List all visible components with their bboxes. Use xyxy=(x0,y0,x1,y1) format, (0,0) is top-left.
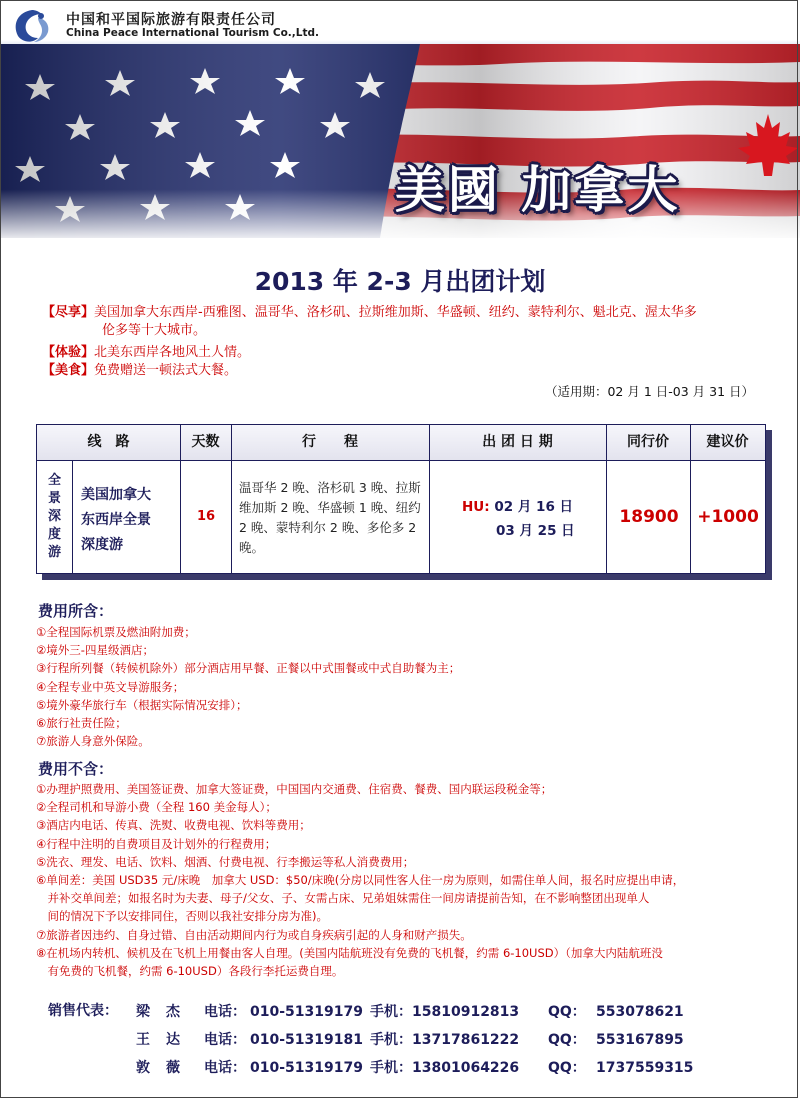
list-item: ⑥单间差：美国 USD35 元/床晚 加拿大 USD：$50/床晚(分房以同性客人住一房为原则，如需住单人间，报名时应提出申请， 并补交单间差；如报名时为夫妻、母子/父女、子、女需占床、兄弟姐妹需住一间房请提前告知，在不影响整团出现单人 间的情况下予以安排同住，否则以我社安排分房为准)。 xyxy=(36,873,685,924)
header-peer-price: 同行价 xyxy=(627,434,669,450)
days-value: 16 xyxy=(196,509,216,524)
validity-period: （适用期：02 月 1 日-03 月 31 日） xyxy=(544,384,754,399)
route-name-line: 深度游 xyxy=(81,537,123,553)
mobile-label: 手机： xyxy=(370,1032,412,1048)
highlight-text: 美国加拿大东西岸-西雅图、温哥华、洛杉矶、拉斯维加斯、华盛顿、纽约、蒙特利尔、魁北克、渥太华多 xyxy=(94,305,697,320)
rep-tel: 010-51319179 xyxy=(250,1060,363,1076)
rep-name: 王达 xyxy=(136,1032,196,1048)
suggested-price-value: +1000 xyxy=(697,507,759,527)
included-title: 费用所含： xyxy=(38,602,114,620)
itinerary-text: 温哥华 2 晚、洛杉矶 3 晚、拉斯维加斯 2 晚、华盛顿 1 晚、纽约 2 晚、蒙特利尔 2 晚、多伦多 2 晚。 xyxy=(239,480,421,555)
rep-name: 敦薇 xyxy=(136,1060,196,1076)
route-name xyxy=(81,483,181,558)
list-item: ⑥旅行社责任险； xyxy=(36,716,127,731)
company-logo-icon xyxy=(8,6,56,46)
mobile-label: 手机： xyxy=(370,1060,412,1076)
included-list xyxy=(36,623,776,750)
company-name-en: China Peace International Tourism Co.,Ltd. xyxy=(66,27,319,39)
highlight-food xyxy=(42,362,237,380)
banner-title: 美國 加拿大 xyxy=(395,161,681,219)
qq-label: QQ： xyxy=(548,1004,586,1020)
highlight-text: 免费赠送一顿法式大餐。 xyxy=(94,363,238,378)
highlight-tag: 【尽享】 xyxy=(42,305,95,320)
sales-rep-row xyxy=(48,1056,768,1080)
list-item: ②全程司机和导游小费（全程 160 美金每人）； xyxy=(36,800,277,815)
list-item: ⑧在机场内转机、候机及在飞机上用餐由客人自理。(美国内陆航班没有免费的飞机餐，约需 6-10USD）（加拿大内陆航班没 有免费的飞机餐，约需 6-10USD）各段行李托运费自理。 xyxy=(36,945,663,979)
category-char: 全 xyxy=(47,473,61,488)
tel-label: 电话： xyxy=(204,1004,246,1020)
category-char: 深 xyxy=(47,509,61,524)
tel-label: 电话： xyxy=(204,1032,246,1048)
list-item: ③行程所列餐（转候机除外）部分酒店用早餐、正餐以中式围餐或中式自助餐为主； xyxy=(36,661,461,676)
departure-date-1: 02 月 16 日 xyxy=(489,499,574,515)
peer-price-value: 18900 xyxy=(619,507,679,527)
list-item: ⑦旅游者因违约、自身过错、自由活动期间内行为或自身疾病引起的人身和财产损失。 xyxy=(36,927,472,942)
company-name-cn: 中国和平国际旅游有限责任公司 xyxy=(66,12,276,28)
rep-qq: 553167895 xyxy=(596,1032,684,1048)
list-item: ①全程国际机票及燃油附加费； xyxy=(36,625,196,639)
highlight-enjoy xyxy=(42,304,764,340)
rep-qq: 553078621 xyxy=(596,1004,684,1020)
sales-label: 销售代表： xyxy=(48,1003,118,1019)
header-itinerary: 行 程 xyxy=(302,434,358,450)
airline-code: HU: xyxy=(462,499,490,515)
mobile-label: 手机： xyxy=(370,1004,412,1020)
route-name-line: 东西岸全景 xyxy=(81,512,151,528)
category-label xyxy=(37,461,72,573)
highlight-experience xyxy=(42,344,250,362)
rep-tel: 010-51319181 xyxy=(250,1032,363,1048)
rep-tel: 010-51319179 xyxy=(250,1004,363,1020)
list-item: ①办理护照费用、美国签证费、加拿大签证费，中国国内交通费、住宿费、餐费、国内联运段税金等； xyxy=(36,782,553,796)
list-item: ⑤洗衣、理发、电话、饮料、烟酒、付费电视、行李搬运等私人消费费用； xyxy=(36,854,415,869)
sales-rep-row xyxy=(48,1028,768,1052)
category-char: 度 xyxy=(47,527,61,542)
highlight-tag: 【美食】 xyxy=(42,363,95,378)
header-route: 线 路 xyxy=(87,434,130,450)
category-char: 游 xyxy=(47,545,61,560)
sales-rep-row xyxy=(48,1000,768,1024)
excluded-list xyxy=(36,780,776,980)
category-char: 景 xyxy=(47,491,61,506)
list-item: ⑦旅游人身意外保险。 xyxy=(36,734,150,749)
excluded-title: 费用不含： xyxy=(38,760,114,778)
list-item: ②境外三-四星级酒店； xyxy=(36,643,154,658)
list-item: ④全程专业中英文导游服务； xyxy=(36,679,185,694)
rep-name: 梁杰 xyxy=(136,1004,196,1020)
route-name-line: 美国加拿大 xyxy=(81,487,151,503)
highlight-tag: 【体验】 xyxy=(42,345,95,360)
list-item: ⑤境外豪华旅行车（根据实际情况安排）； xyxy=(36,697,248,712)
header-departure-dates: 出 团 日 期 xyxy=(482,434,553,450)
rep-mobile: 13717861222 xyxy=(412,1032,520,1048)
qq-label: QQ： xyxy=(548,1060,586,1076)
rep-mobile: 15810912813 xyxy=(412,1004,520,1020)
itinerary-table xyxy=(36,424,766,574)
highlight-text: 北美东西岸各地风土人情。 xyxy=(94,345,251,360)
header-suggested-price: 建议价 xyxy=(706,434,749,450)
column-divider xyxy=(72,461,73,573)
plan-title: 2013 年 2-3 月出团计划 xyxy=(254,267,546,296)
list-item: ④行程中注明的自费项目及计划外的行程费用； xyxy=(36,836,277,851)
tel-label: 电话： xyxy=(204,1060,246,1076)
list-item: ③酒店内电话、传真、洗熨、收费电视、饮料等费用； xyxy=(36,818,311,833)
highlight-text-cont: 伦多等十大城市。 xyxy=(102,323,207,338)
header-days: 天数 xyxy=(191,434,220,450)
header-banner xyxy=(0,0,800,238)
rep-qq: 1737559315 xyxy=(596,1060,694,1076)
departure-dates xyxy=(462,495,575,543)
qq-label: QQ： xyxy=(548,1032,586,1048)
rep-mobile: 13801064226 xyxy=(412,1060,520,1076)
departure-date-2: 03 月 25 日 xyxy=(496,523,575,539)
